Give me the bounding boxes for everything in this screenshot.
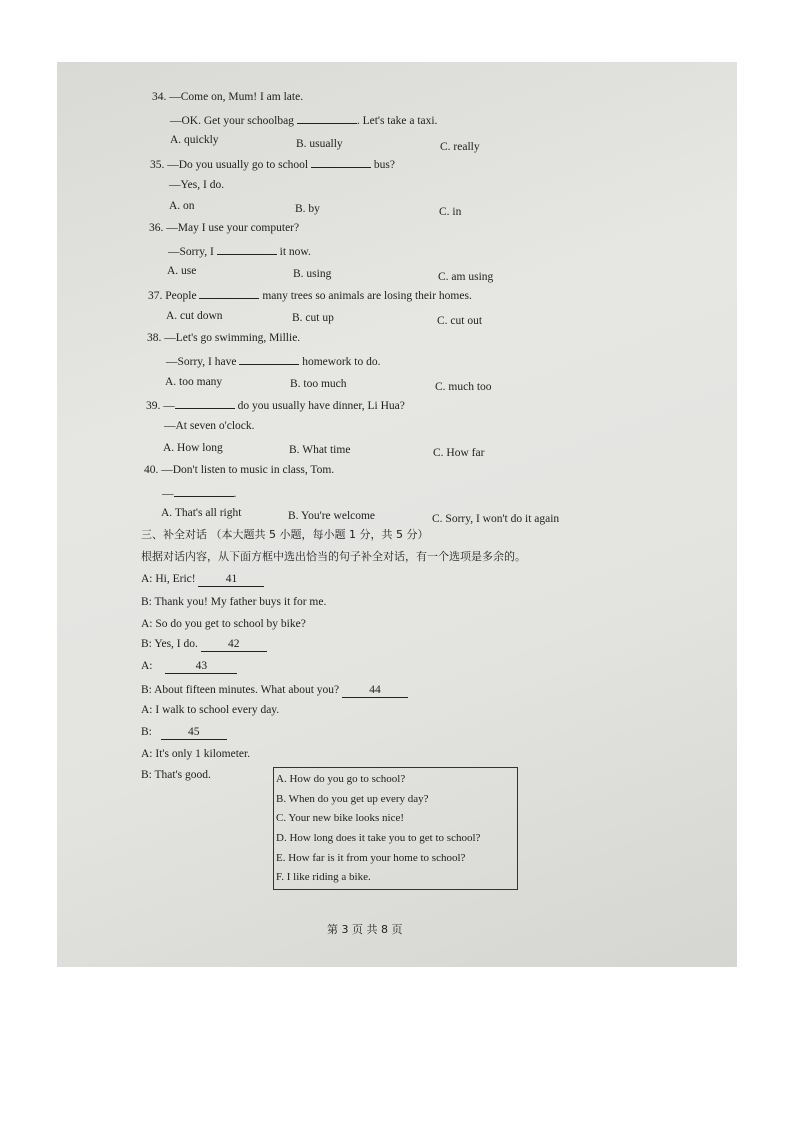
q35-option-b: B. by — [295, 203, 320, 215]
q36-option-b: B. using — [293, 268, 332, 280]
dialogue-line-10: B: That's good. — [141, 769, 211, 781]
q39-option-b: B. What time — [289, 444, 351, 456]
dialogue-line-6: B: About fifteen minutes. What about you? 44 — [141, 683, 408, 698]
dialogue-line-5: A: 43 — [141, 659, 237, 674]
q35-stem: 35. —Do you usually go to school bus? — [150, 156, 395, 172]
q34-option-b: B. usually — [296, 138, 343, 150]
blank-45: 45 — [161, 725, 227, 740]
q39-option-a: A. How long — [163, 442, 223, 454]
dialogue-line-8: B: 45 — [141, 725, 227, 740]
q34-option-a: A. quickly — [170, 134, 219, 146]
q35-option-c: C. in — [439, 206, 462, 218]
blank-41: 41 — [198, 572, 264, 587]
section-3-heading: 三、补全对话 （本大题共 5 小题，每小题 1 分，共 5 分） — [141, 528, 429, 541]
option-f: F. I like riding a bike. — [276, 871, 371, 883]
q37-option-c: C. cut out — [437, 315, 483, 327]
dialogue-line-7: A: I walk to school every day. — [141, 704, 280, 716]
q39-option-c: C. How far — [433, 447, 485, 459]
q34-stem: 34. —Come on, Mum! I am late. — [152, 91, 304, 103]
blank-42: 42 — [201, 637, 267, 652]
q40-line2: — . — [162, 485, 236, 501]
dialogue-line-1: A: Hi, Eric! 41 — [141, 572, 264, 587]
dialogue-line-4: B: Yes, I do. 42 — [141, 637, 267, 652]
options-box — [273, 767, 518, 890]
dialogue-line-2: B: Thank you! My father buys it for me. — [141, 596, 327, 608]
option-a: A. How do you go to school? — [276, 773, 406, 785]
dialogue-line-3: A: So do you get to school by bike? — [141, 618, 306, 630]
q40-option-a: A. That's all right — [161, 507, 242, 519]
q39-stem: 39. — do you usually have dinner, Li Hua? — [146, 397, 405, 413]
q37-stem: 37. People many trees so animals are losing their homes. — [148, 287, 472, 303]
blank-43: 43 — [165, 659, 237, 674]
section-3-instruction: 根据对话内容，从下面方框中选出恰当的句子补全对话，有一个选项是多余的。 — [141, 550, 526, 563]
q39-line2: —At seven o'clock. — [164, 420, 255, 432]
q34-line2: —OK. Get your schoolbag . Let's take a taxi. — [170, 112, 437, 128]
q40-stem: 40. —Don't listen to music in class, Tom. — [144, 464, 335, 476]
q35-option-a: A. on — [169, 200, 195, 212]
q36-line2: —Sorry, I it now. — [168, 243, 311, 259]
q36-option-c: C. am using — [438, 271, 494, 283]
q36-stem: 36. —May I use your computer? — [149, 222, 300, 234]
option-c: C. Your new bike looks nice! — [276, 812, 405, 824]
dialogue-line-9: A: It's only 1 kilometer. — [141, 748, 251, 760]
q35-line2: —Yes, I do. — [169, 179, 225, 191]
q40-option-c: C. Sorry, I won't do it again — [432, 513, 560, 525]
q38-option-c: C. much too — [435, 381, 492, 393]
option-b: B. When do you get up every day? — [276, 793, 429, 805]
q38-line2: —Sorry, I have homework to do. — [166, 353, 381, 369]
q38-stem: 38. —Let's go swimming, Millie. — [147, 332, 301, 344]
option-e: E. How far is it from your home to school? — [276, 852, 466, 864]
q38-option-b: B. too much — [290, 378, 347, 390]
q40-option-b: B. You're welcome — [288, 510, 376, 522]
q34-option-c: C. really — [440, 141, 480, 153]
exam-page — [57, 62, 737, 967]
q37-option-b: B. cut up — [292, 312, 334, 324]
q36-option-a: A. use — [167, 265, 197, 277]
page-footer: 第 3 页 共 8 页 — [327, 923, 403, 936]
q38-option-a: A. too many — [165, 376, 223, 388]
q37-option-a: A. cut down — [166, 310, 223, 322]
option-d: D. How long does it take you to get to school? — [276, 832, 481, 844]
blank-44: 44 — [342, 683, 408, 698]
